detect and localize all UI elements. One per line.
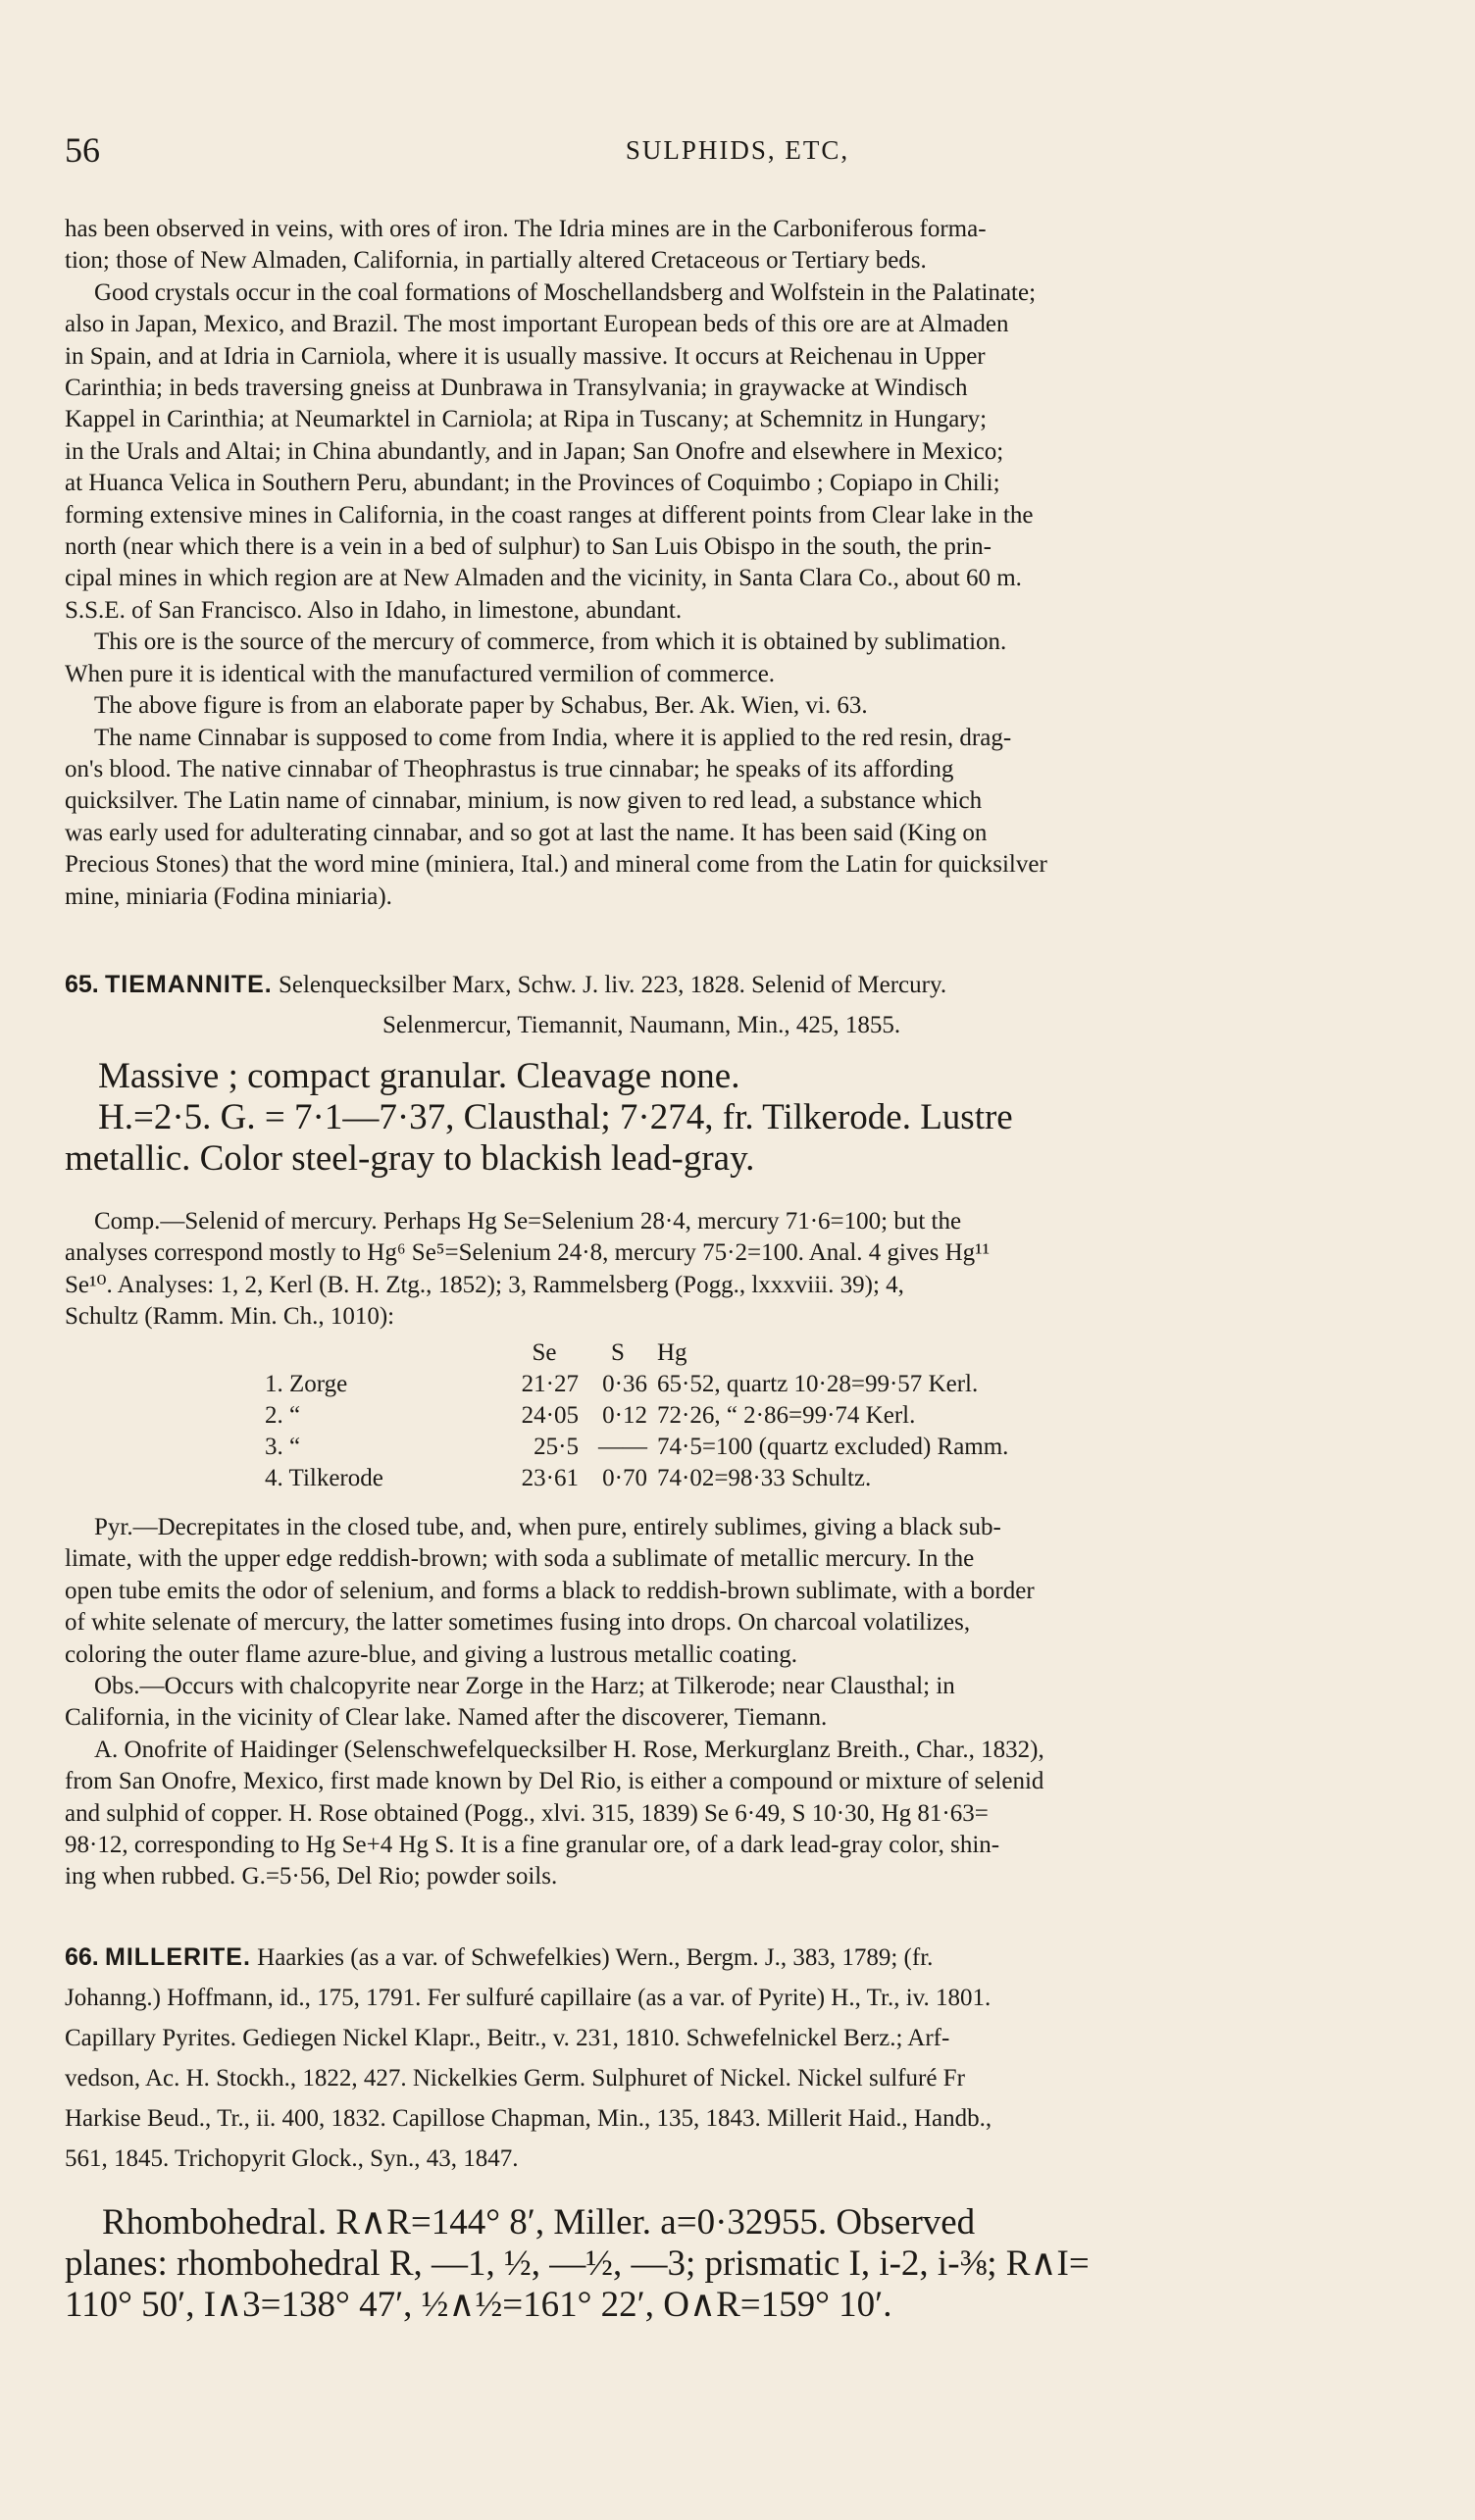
text-line: California, in the vicinity of Clear lake. Named after the discoverer, Tiemann.: [65, 1704, 828, 1732]
table-row: [265, 1434, 1018, 1465]
table-cell: 24·05: [521, 1402, 579, 1429]
synonymy: 561, 1845. Trichopyrit Glock., Syn., 43, 1847.: [65, 2145, 519, 2172]
text-line: open tube emits the odor of selenium, and forms a black to reddish-brown sublimate, with a border: [65, 1577, 1035, 1604]
table-header-row: [265, 1339, 1018, 1371]
text-line: The name Cinnabar is supposed to come from India, where it is applied to the red resin, drag-: [94, 724, 1012, 751]
text-line: Good crystals occur in the coal formations of Moschellandsberg and Wolfstein in the Palatinate;: [94, 278, 1037, 306]
species-name: MILLERITE.: [105, 1943, 251, 1971]
table-header: Hg: [657, 1339, 687, 1366]
table-cell: 72·26, “ 2·86=99·74 Kerl.: [657, 1402, 916, 1429]
analyses-table: [265, 1339, 1018, 1496]
table-row: [265, 1371, 1018, 1402]
table-cell: 74·5=100 (quartz excluded) Ramm.: [657, 1434, 1009, 1460]
text-line: tion; those of New Almaden, California, in partially altered Cretaceous or Tertiary beds.: [65, 247, 927, 275]
table-header: Se: [532, 1339, 557, 1366]
table-cell: ——: [598, 1434, 647, 1460]
millerite-heading: [65, 1938, 1412, 2179]
text-line: of white selenate of mercury, the latter sometimes fusing into drops. On charcoal volatilizes,: [65, 1609, 971, 1637]
text-line: cipal mines in which region are at New Almaden and the vicinity, in Santa Clara Co., about 60 m.: [65, 565, 1022, 592]
table-row: [265, 1465, 1018, 1496]
synonymy: vedson, Ac. H. Stockh., 1822, 427. Nickelkies Germ. Sulphuret of Nickel. Nickel sulfuré Fr: [65, 2065, 965, 2092]
text-line: has been observed in veins, with ores of iron. The Idria mines are in the Carboniferous forma-: [65, 216, 987, 242]
table-cell: 21·27: [521, 1371, 579, 1397]
page-number: 56: [65, 130, 100, 170]
text-line: S.S.E. of San Francisco. Also in Idaho, in limestone, abundant.: [65, 596, 683, 624]
synonymy: Selenmercur, Tiemannit, Naumann, Min., 425, 1855.: [382, 1012, 901, 1038]
text-line: from San Onofre, Mexico, first made known by Del Rio, is either a compound or mixture of selenid: [65, 1768, 1044, 1795]
text-line: coloring the outer flame azure-blue, and giving a lustrous metallic coating.: [65, 1640, 797, 1668]
text-line: forming extensive mines in California, in the coast ranges at different points from Clear lake in the: [65, 501, 1034, 529]
table-cell: 3. “: [265, 1434, 301, 1460]
description-line: Rhombohedral. R∧R=144° 8′, Miller. a=0·32955. Observed: [102, 2202, 976, 2243]
table-cell: 23·61: [521, 1465, 579, 1491]
tiemannite-composition: [65, 1206, 1412, 1334]
synonymy: Harkise Beud., Tr., ii. 400, 1832. Capillose Chapman, Min., 135, 1843. Millerit Haid., Handb.,: [65, 2105, 992, 2132]
page-header: [65, 129, 1410, 173]
species-name: TIEMANNITE.: [105, 971, 273, 998]
table-header: S: [611, 1339, 625, 1366]
text-line: north (near which there is a vein in a bed of sulphur) to San Luis Obispo in the south, the prin-: [65, 533, 992, 561]
table-cell: 1. Zorge: [265, 1371, 348, 1397]
text-line: ing when rubbed. G.=5·56, Del Rio; powder soils.: [65, 1863, 558, 1890]
text-line: Comp.—Selenid of mercury. Perhaps Hg Se=Selenium 28·4, mercury 71·6=100; but the: [94, 1208, 962, 1235]
table-row: [265, 1402, 1018, 1434]
text-line: This ore is the source of the mercury of commerce, from which it is obtained by sublimation.: [94, 629, 1007, 656]
synonymy: Haarkies (as a var. of Schwefelkies) Wern., Bergm. J., 383, 1789; (fr.: [257, 1944, 934, 1971]
tiemannite-pyrognostics: [65, 1512, 1412, 1893]
text-line: in the Urals and Altai; in China abundantly, and in Japan; San Onofre and elsewhere in Mexico;: [65, 437, 1004, 465]
running-title: SULPHIDS, ETC,: [625, 135, 850, 165]
description-line: planes: rhombohedral R, —1, ½, —½, —3; prismatic I, i-2, i-⅜; R∧I=: [65, 2243, 1090, 2284]
table-cell: 0·70: [602, 1465, 647, 1491]
text-line: analyses correspond mostly to Hg⁶ Se⁵=Selenium 24·8, mercury 75·2=100. Anal. 4 gives Hg¹¹: [65, 1239, 991, 1267]
text-line: Schultz (Ramm. Min. Ch., 1010):: [65, 1303, 395, 1331]
text-line: Se¹⁰. Analyses: 1, 2, Kerl (B. H. Ztg., 1852); 3, Rammelsberg (Pogg., lxxxviii. 39); 4,: [65, 1271, 904, 1298]
synonymy: Selenquecksilber Marx, Schw. J. liv. 223, 1828. Selenid of Mercury.: [278, 972, 947, 998]
text-line: also in Japan, Mexico, and Brazil. The most important European beds of this ore are at Almaden: [65, 311, 1009, 338]
table-cell: 74·02=98·33 Schultz.: [657, 1465, 872, 1491]
table-cell: 0·36: [602, 1371, 647, 1397]
description-line: 110° 50′, I∧3=138° 47′, ½∧½=161° 22′, O∧R=159° 10′.: [65, 2285, 892, 2325]
table-cell: 25·5: [534, 1434, 579, 1460]
cinnabar-continuation: [65, 214, 1412, 913]
table-cell: 2. “: [265, 1402, 301, 1429]
description-line: Massive ; compact granular. Cleavage none.: [98, 1056, 740, 1096]
text-line: in Spain, and at Idria in Carniola, where it is usually massive. It occurs at Reichenau in Upper: [65, 342, 986, 370]
text-line: was early used for adulterating cinnabar, and so got at last the name. It has been said (King on: [65, 819, 988, 846]
text-line: limate, with the upper edge reddish-brown; with soda a sublimate of metallic mercury. In the: [65, 1545, 975, 1573]
text-line: 98·12, corresponding to Hg Se+4 Hg S. It is a fine granular ore, of a dark lead-gray color, shin-: [65, 1832, 1000, 1859]
species-number: 65.: [65, 971, 99, 998]
tiemannite-heading: [65, 965, 1412, 1045]
description-line: metallic. Color steel-gray to blackish lead-gray.: [65, 1138, 755, 1179]
tiemannite-description: [65, 1056, 1412, 1180]
table-cell: 4. Tilkerode: [265, 1465, 383, 1491]
text-line: quicksilver. The Latin name of cinnabar, minium, is now given to red lead, a substance which: [65, 787, 983, 815]
text-line: mine, miniaria (Fodina miniaria).: [65, 882, 392, 910]
table-cell: 0·12: [602, 1402, 647, 1429]
description-line: H.=2·5. G. = 7·1—7·37, Clausthal; 7·274, fr. Tilkerode. Lustre: [98, 1097, 1013, 1137]
table-cell: 65·52, quartz 10·28=99·57 Kerl.: [657, 1371, 979, 1397]
text-line: Precious Stones) that the word mine (miniera, Ital.) and mineral come from the Latin for quicksilver: [65, 851, 1047, 879]
table-header: [265, 1339, 510, 1371]
text-line: on's blood. The native cinnabar of Theophrastus is true cinnabar; he speaks of its affording: [65, 755, 954, 782]
millerite-description: [65, 2202, 1412, 2326]
text-line: The above figure is from an elaborate paper by Schabus, Ber. Ak. Wien, vi. 63.: [94, 692, 868, 720]
text-line: Kappel in Carinthia; at Neumarktel in Carniola; at Ripa in Tuscany; at Schemnitz in Hungary;: [65, 406, 988, 433]
text-line: Obs.—Occurs with chalcopyrite near Zorge in the Harz; at Tilkerode; near Clausthal; in: [94, 1673, 955, 1700]
text-line: at Huanca Velica in Southern Peru, abundant; in the Provinces of Coquimbo ; Copiapo in Chili;: [65, 470, 1000, 497]
synonymy: Johanng.) Hoffmann, id., 175, 1791. Fer sulfuré capillaire (as a var. of Pyrite) H., Tr., iv. 1801.: [65, 1985, 992, 2011]
species-number: 66.: [65, 1943, 99, 1971]
text-line: Pyr.—Decrepitates in the closed tube, and, when pure, entirely sublimes, giving a black sub-: [94, 1514, 1001, 1540]
text-line: Carinthia; in beds traversing gneiss at Dunbrawa in Transylvania; in graywacke at Windisch: [65, 375, 968, 402]
text-line: and sulphid of copper. H. Rose obtained (Pogg., xlvi. 315, 1839) Se 6·49, S 10·30, Hg 81·63=: [65, 1799, 989, 1827]
synonymy: Capillary Pyrites. Gediegen Nickel Klapr., Beitr., v. 231, 1810. Schwefelnickel Berz.; Arf-: [65, 2025, 950, 2051]
text-line: When pure it is identical with the manufactured vermilion of commerce.: [65, 660, 776, 687]
text-line: A. Onofrite of Haidinger (Selenschwefelquecksilber H. Rose, Merkurglanz Breith., Char., 1832),: [94, 1736, 1044, 1763]
